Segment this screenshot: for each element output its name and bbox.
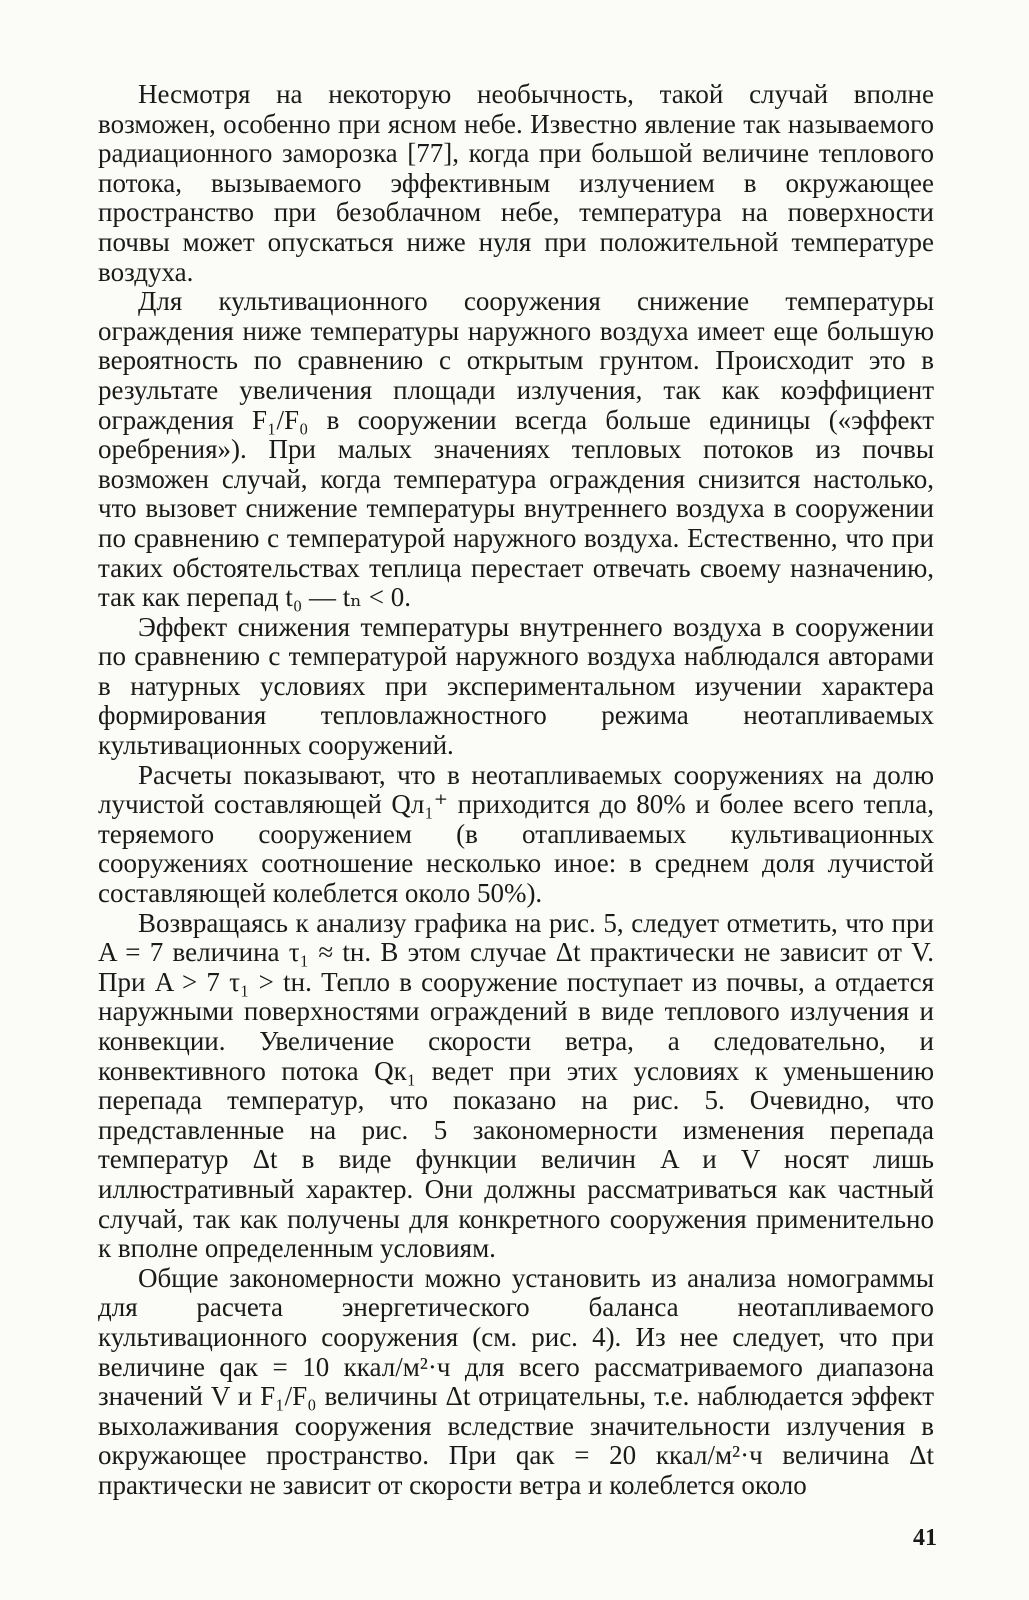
page-number: 41 xyxy=(913,1525,937,1551)
paragraph-2: Для культивационного сооружения снижение температуры ограждения ниже температуры наружного воздуха имеет еще большую вероятность по сравнению с открытым грунтом. Происходит это в результате увеличения площади излучения, так как коэффициент ограждения F₁/F₀ в сооружении всегда больше единицы («эффект оребрения»). При малых значениях тепловых потоков из почвы возможен случай, когда температура ограждения снизится настолько, что вызовет снижение температуры внутреннего воздуха в сооружении по сравнению с температурой наружного воздуха. Естественно, что при таких обстоятельствах теплица перестает отвечать своему назначению, так как перепад t₀ — tₙ < 0. xyxy=(98,286,934,613)
paragraph-5: Возвращаясь к анализу графика на рис. 5, следует отметить, что при A = 7 величина τ₁ ≈ tн. В этом случае Δt практически не зависит от V. При A > 7 τ₁ > tн. Тепло в сооружение поступает из почвы, а отдается наружными поверхностями ограждений в виде теплового излучения и конвекции. Увеличение скорости ветра, а следовательно, и конвективного потока Qк₁ ведет при этих условиях к уменьшению перепада температур, что показано на рис. 5. Очевидно, что представленные на рис. 5 закономерности изменения перепада температур Δt в виде функции величин A и V носят лишь иллюстративный характер. Они должны рассматриваться как частный случай, так как получены для конкретного сооружения применительно к вполне определенным условиям. xyxy=(98,907,934,1264)
paragraph-6: Общие закономерности можно установить из анализа номограммы для расчета энергетического баланса неотапливаемого культивационного сооружения (см. рис. 4). Из нее следует, что при величине qак = 10 ккал/м²·ч для всего рассматриваемого диапазона значений V и F₁/F₀ величины Δt отрицательны, т.е. наблюдается эффект выхолаживания сооружения вследствие значительности излучения в окружающее пространство. При qак = 20 ккал/м²·ч величина Δt практически не зависит от скорости ветра и колеблется около xyxy=(98,1262,934,1500)
paragraph-3: Эффект снижения температуры внутреннего воздуха в сооружении по сравнению с температурой наружного воздуха наблюдался авторами в натурных условиях при экспериментальном изучении характера формирования тепловлажностного режима неотапливаемых культивационных сооружений. xyxy=(98,611,934,761)
paragraph-4: Расчеты показывают, что в неотапливаемых сооружениях на долю лучистой составляющей Qл₁⁺ приходится до 80% и более всего тепла, теряемого сооружением (в отапливаемых культивационных сооружениях соотношение несколько иное: в среднем доля лучистой составляющей колеблется около 50%). xyxy=(98,759,934,909)
paragraph-1: Несмотря на некоторую необычность, такой случай вполне возможен, особенно при ясном небе. Известно явление так называемого радиационного заморозка [77], когда при большой величине теплового потока, вызываемого эффективным излучением в окружающее пространство при безоблачном небе, температура на поверхности почвы может опускаться ниже нуля при положительной температуре воздуха. xyxy=(98,79,934,287)
